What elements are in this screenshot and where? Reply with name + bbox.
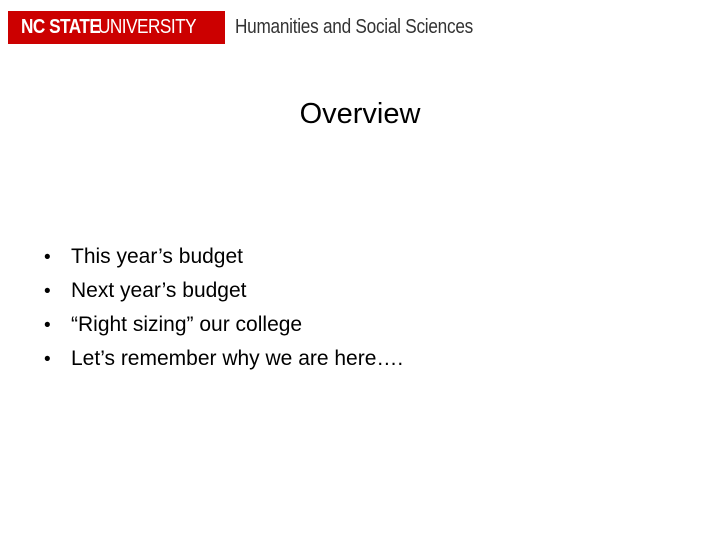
bullet-text: “Right sizing” our college (71, 313, 303, 336)
bullet-item (44, 308, 403, 342)
bullet-dot: • (44, 315, 51, 336)
bullet-dot: • (44, 281, 51, 302)
bullet-text: This year’s budget (71, 245, 243, 268)
bullet-text: Let’s remember why we are here…. (71, 347, 404, 370)
bullet-item (44, 342, 403, 376)
bullet-list (44, 240, 403, 376)
header-banner (8, 11, 512, 44)
college-name: Humanities and Social Sciences (235, 16, 473, 38)
university-logo (8, 11, 225, 44)
bullet-text: Next year’s budget (71, 279, 247, 302)
bullet-item (44, 240, 403, 274)
slide-title: Overview (299, 98, 421, 130)
logo-light-text: UNIVERSITY (97, 16, 196, 38)
bullet-dot: • (44, 349, 51, 370)
logo-bold-text: NC STATE (21, 16, 101, 38)
bullet-item (44, 274, 403, 308)
bullet-dot: • (44, 247, 51, 268)
